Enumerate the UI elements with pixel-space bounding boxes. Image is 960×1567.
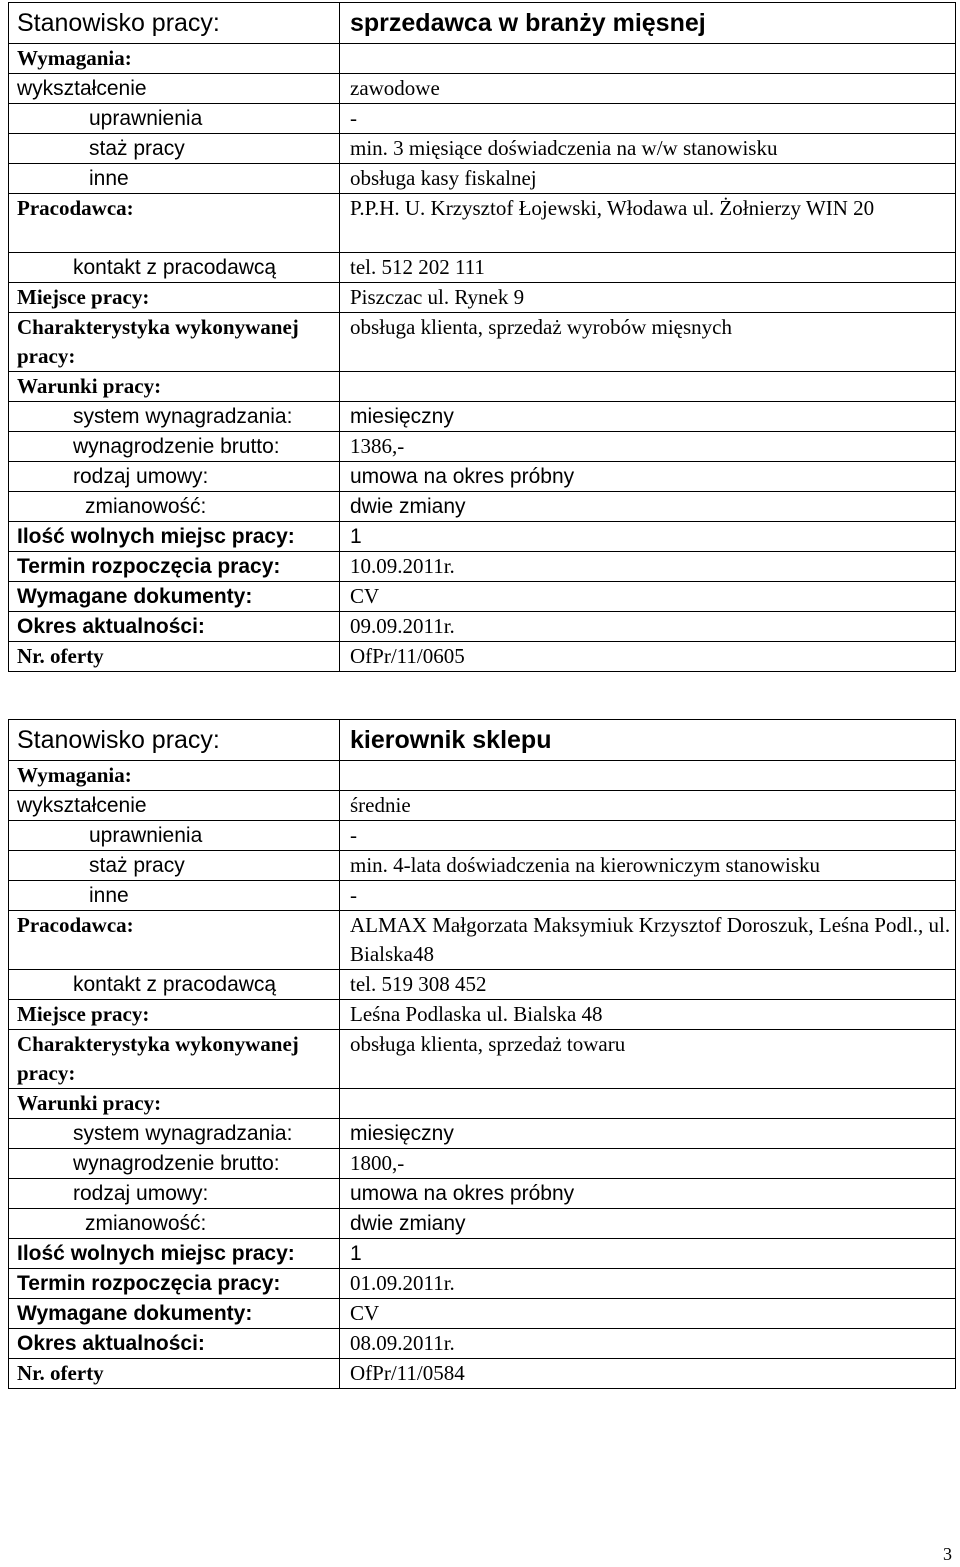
other-row	[9, 881, 956, 911]
documents-row	[9, 582, 956, 612]
start-label: Termin rozpoczęcia pracy:	[9, 1269, 340, 1299]
shifts-row	[9, 492, 956, 522]
pay-system-row	[9, 1119, 956, 1149]
employer-row	[9, 911, 956, 970]
other-value: -	[340, 881, 956, 911]
gross-pay-row	[9, 432, 956, 462]
education-row	[9, 791, 956, 821]
characteristics-value: obsługa klienta, sprzedaż towaru	[340, 1030, 956, 1089]
contract-label: rodzaj umowy:	[9, 462, 340, 492]
permissions-row	[9, 821, 956, 851]
validity-value: 08.09.2011r.	[340, 1329, 956, 1359]
permissions-row	[9, 104, 956, 134]
employer-row	[9, 194, 956, 253]
contract-row	[9, 1179, 956, 1209]
vacancies-row	[9, 522, 956, 552]
other-label: inne	[9, 164, 340, 194]
shifts-row	[9, 1209, 956, 1239]
position-label: Stanowisko pracy:	[9, 720, 340, 761]
pay-system-label: system wynagradzania:	[9, 1119, 340, 1149]
characteristics-label: Charakterystyka wykonywanej pracy:	[9, 313, 340, 372]
position-row	[9, 3, 956, 44]
vacancies-row	[9, 1239, 956, 1269]
vacancies-value: 1	[340, 1239, 956, 1269]
contract-value: umowa na okres próbny	[340, 1179, 956, 1209]
characteristics-row	[9, 1030, 956, 1089]
position-value: kierownik sklepu	[340, 720, 956, 761]
conditions-row	[9, 1089, 956, 1119]
education-label: wykształcenie	[9, 791, 340, 821]
offer-number-value: OfPr/11/0605	[340, 642, 956, 672]
start-row	[9, 552, 956, 582]
vacancies-label: Ilość wolnych miejsc pracy:	[9, 1239, 340, 1269]
offer-number-value: OfPr/11/0584	[340, 1359, 956, 1389]
validity-label: Okres aktualności:	[9, 1329, 340, 1359]
contact-row	[9, 970, 956, 1000]
contact-label: kontakt z pracodawcą	[9, 970, 340, 1000]
other-row	[9, 164, 956, 194]
other-label: inne	[9, 881, 340, 911]
requirements-label: Wymagania:	[9, 44, 340, 74]
workplace-label: Miejsce pracy:	[9, 1000, 340, 1030]
experience-row	[9, 851, 956, 881]
contact-row	[9, 253, 956, 283]
characteristics-row	[9, 313, 956, 372]
education-row	[9, 74, 956, 104]
pay-system-row	[9, 402, 956, 432]
documents-label: Wymagane dokumenty:	[9, 582, 340, 612]
permissions-value: -	[340, 104, 956, 134]
experience-value: min. 4-lata doświadczenia na kierowniczym stanowisku	[340, 851, 956, 881]
employer-label: Pracodawca:	[9, 194, 340, 253]
start-row	[9, 1269, 956, 1299]
validity-label: Okres aktualności:	[9, 612, 340, 642]
page-number: 3	[943, 1544, 952, 1564]
education-value: średnie	[340, 791, 956, 821]
workplace-row	[9, 1000, 956, 1030]
contact-value: tel. 512 202 111	[340, 253, 956, 283]
documents-label: Wymagane dokumenty:	[9, 1299, 340, 1329]
experience-row	[9, 134, 956, 164]
conditions-label: Warunki pracy:	[9, 372, 340, 402]
workplace-row	[9, 283, 956, 313]
contract-value: umowa na okres próbny	[340, 462, 956, 492]
requirements-row	[9, 44, 956, 74]
position-row	[9, 720, 956, 761]
gross-pay-value: 1800,-	[340, 1149, 956, 1179]
requirements-label: Wymagania:	[9, 761, 340, 791]
documents-value: CV	[340, 582, 956, 612]
documents-row	[9, 1299, 956, 1329]
characteristics-label: Charakterystyka wykonywanej pracy:	[9, 1030, 340, 1089]
contact-value: tel. 519 308 452	[340, 970, 956, 1000]
conditions-row	[9, 372, 956, 402]
shifts-label: zmianowość:	[9, 492, 340, 522]
characteristics-value: obsługa klienta, sprzedaż wyrobów mięsnych	[340, 313, 956, 372]
other-value: obsługa kasy fiskalnej	[340, 164, 956, 194]
validity-value: 09.09.2011r.	[340, 612, 956, 642]
education-value: zawodowe	[340, 74, 956, 104]
workplace-label: Miejsce pracy:	[9, 283, 340, 313]
employer-value: ALMAX Małgorzata Maksymiuk Krzysztof Doroszuk, Leśna Podl., ul. Bialska48	[340, 911, 956, 970]
validity-row	[9, 1329, 956, 1359]
permissions-label: uprawnienia	[9, 821, 340, 851]
job-offer-2	[8, 719, 956, 1389]
experience-value: min. 3 mięsiące doświadczenia na w/w stanowisku	[340, 134, 956, 164]
start-value: 01.09.2011r.	[340, 1269, 956, 1299]
contract-label: rodzaj umowy:	[9, 1179, 340, 1209]
permissions-value: -	[340, 821, 956, 851]
gross-pay-row	[9, 1149, 956, 1179]
offer-number-row	[9, 642, 956, 672]
gross-pay-label: wynagrodzenie brutto:	[9, 432, 340, 462]
gross-pay-value: 1386,-	[340, 432, 956, 462]
contract-row	[9, 462, 956, 492]
documents-value: CV	[340, 1299, 956, 1329]
shifts-value: dwie zmiany	[340, 492, 956, 522]
gross-pay-label: wynagrodzenie brutto:	[9, 1149, 340, 1179]
employer-value: P.P.H. U. Krzysztof Łojewski, Włodawa ul. Żołnierzy WIN 20	[340, 194, 956, 253]
job-offer-1	[8, 2, 956, 672]
employer-label: Pracodawca:	[9, 911, 340, 970]
conditions-label: Warunki pracy:	[9, 1089, 340, 1119]
shifts-value: dwie zmiany	[340, 1209, 956, 1239]
vacancies-label: Ilość wolnych miejsc pracy:	[9, 522, 340, 552]
position-label: Stanowisko pracy:	[9, 3, 340, 44]
experience-label: staż pracy	[9, 134, 340, 164]
workplace-value: Piszczac ul. Rynek 9	[340, 283, 956, 313]
offer-number-label: Nr. oferty	[9, 1359, 340, 1389]
vacancies-value: 1	[340, 522, 956, 552]
pay-system-label: system wynagradzania:	[9, 402, 340, 432]
offer-number-row	[9, 1359, 956, 1389]
start-label: Termin rozpoczęcia pracy:	[9, 552, 340, 582]
contact-label: kontakt z pracodawcą	[9, 253, 340, 283]
shifts-label: zmianowość:	[9, 1209, 340, 1239]
offer-number-label: Nr. oferty	[9, 642, 340, 672]
requirements-row	[9, 761, 956, 791]
pay-system-value: miesięczny	[340, 402, 956, 432]
education-label: wykształcenie	[9, 74, 340, 104]
pay-system-value: miesięczny	[340, 1119, 956, 1149]
experience-label: staż pracy	[9, 851, 340, 881]
position-value: sprzedawca w branży mięsnej	[340, 3, 956, 44]
validity-row	[9, 612, 956, 642]
workplace-value: Leśna Podlaska ul. Bialska 48	[340, 1000, 956, 1030]
permissions-label: uprawnienia	[9, 104, 340, 134]
start-value: 10.09.2011r.	[340, 552, 956, 582]
